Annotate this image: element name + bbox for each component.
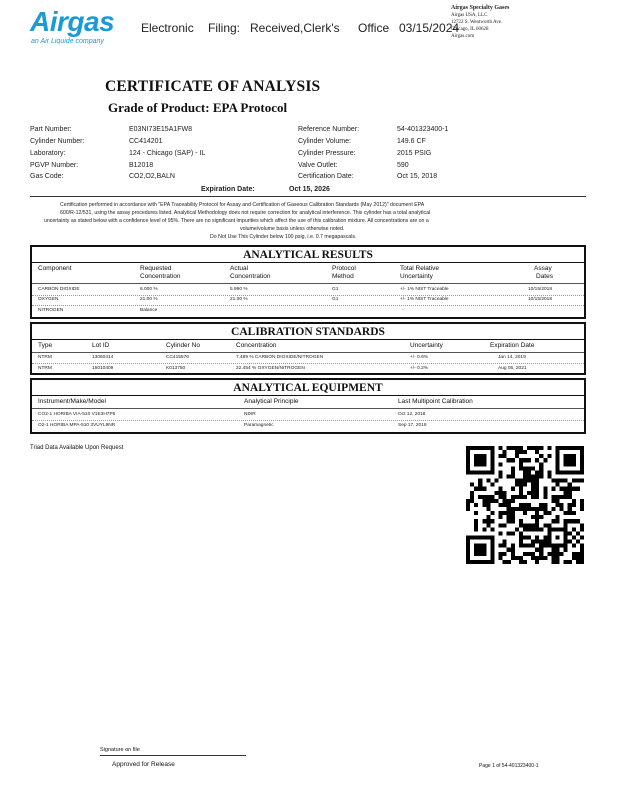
approved-for-release: Approved for Release	[112, 761, 175, 768]
column-header: Expiration Date	[490, 342, 535, 349]
field-label: PGVP Number:	[30, 162, 79, 169]
cell-uncertainty: +/- 1% NIST Traceable	[400, 287, 449, 292]
divider	[32, 352, 584, 353]
company-address	[451, 5, 509, 40]
cell-requested: 6.000 %	[140, 287, 158, 292]
address-line: Airgas USA, LLC	[451, 13, 488, 18]
stamp-word: 03/15/2024	[399, 21, 460, 35]
cell-uncertainty: +/- 0.6%	[410, 355, 428, 360]
cell-cylinder-no: CC415576	[166, 355, 189, 360]
divider	[32, 339, 584, 340]
column-header: Last Multipoint Calibration	[398, 398, 473, 405]
cell-lot-id: 15010409	[92, 366, 114, 371]
field-label: Part Number:	[30, 126, 72, 133]
column-header: Cylinder No	[166, 342, 200, 349]
cell-assay-date: 10/15/2018	[528, 287, 553, 292]
column-header: Lot ID	[92, 342, 110, 349]
stamp-word: Received,Clerk's	[250, 21, 340, 35]
column-header: Concentration	[236, 342, 277, 349]
cell-type: NTRM	[38, 366, 52, 371]
column-header: Dates	[536, 273, 553, 280]
page-number: Page 1 of 54-401323400-1	[479, 763, 539, 769]
cell-method: G1	[332, 287, 339, 292]
cell-actual: 5.990 %	[230, 287, 248, 292]
stamp-word: Office	[358, 21, 390, 35]
cell-type: NTRM	[38, 355, 52, 360]
field-value: CC414201	[129, 138, 163, 145]
section-title: CALIBRATION STANDARDS	[231, 326, 385, 338]
statement-line: uncertainty as stated below with a confidence level of 95%. There are no significant impurities which affect the use of this calibration mixture. All concentrations are on a	[44, 218, 429, 224]
address-line: Chicago, IL 60628	[451, 27, 489, 32]
airgas-logo	[30, 6, 115, 46]
cell-instrument: CO2-1 HORIBA VIA-510 V1E3H7P5	[38, 412, 116, 417]
field-label: Cylinder Number:	[30, 138, 85, 145]
statement-line: Do Not Use This Cylinder below 100 psig, i.e. 0.7 megapascals.	[210, 234, 357, 240]
expiration-value: Oct 15, 2026	[289, 186, 330, 193]
row-divider	[32, 363, 584, 364]
cell-calibration: Oct 12, 2018	[398, 412, 426, 417]
field-value: E03NI73E15A1FW8	[129, 126, 193, 133]
divider	[32, 395, 584, 396]
logo-tagline: an Air Liquide company	[31, 38, 104, 45]
statement-line: 600/R-12/531, using the assay procedures listed. Analytical Methodology does not require correction for analytical interference. This cylinder has a total analytical	[60, 210, 431, 216]
cell-requested: Balance	[140, 308, 158, 313]
field-value: B12018	[129, 162, 154, 169]
expiration-label: Expiration Date:	[201, 186, 255, 193]
field-value: 2015 PSIG	[397, 150, 432, 157]
row-divider	[32, 305, 584, 306]
field-label: Cylinder Pressure:	[298, 150, 356, 157]
calibration-standards-box	[30, 322, 586, 375]
address-company: Airgas Specialty Gases	[451, 5, 510, 11]
divider	[32, 408, 584, 409]
column-header: Requested	[140, 265, 172, 272]
cell-principle: Paramagnetic	[244, 423, 274, 428]
column-header: Concentration	[140, 273, 181, 280]
address-line: Airgas.com	[451, 34, 475, 39]
column-header: Uncertainty	[410, 342, 443, 349]
field-value: 124 - Chicago (SAP) - IL	[129, 150, 206, 157]
cell-calibration: Sep 17, 2018	[398, 423, 427, 428]
divider	[32, 283, 584, 284]
column-header: Uncertainty	[400, 273, 433, 280]
cell-uncertainty: -	[402, 308, 404, 313]
column-header: Type	[38, 342, 53, 349]
cell-concentration: 7.489 % CARBON DIOXIDE/NITROGEN	[236, 355, 324, 360]
cell-concentration: 22.454 % OXYGEN/NITROGEN	[236, 366, 305, 371]
stamp-word: Filing:	[208, 21, 241, 35]
column-header: Concentration	[230, 273, 271, 280]
column-header: Instrument/Make/Model	[38, 398, 106, 405]
cell-requested: 21.00 %	[140, 297, 158, 302]
field-value: CO2,O2,BALN	[129, 173, 175, 180]
divider	[30, 196, 586, 197]
signature-on-file: Signature on file	[100, 747, 140, 753]
cell-cylinder-no: K013750	[166, 366, 186, 371]
cell-method: G1	[332, 297, 339, 302]
cell-component: NITROGEN	[38, 308, 64, 313]
column-header: Method	[332, 273, 354, 280]
column-header: Analytical Principle	[244, 398, 299, 405]
cell-component: OXYGEN	[38, 297, 59, 302]
field-label: Valve Outlet:	[298, 162, 338, 169]
cell-uncertainty: +/- 0.2%	[410, 366, 428, 371]
cell-lot-id: 13060414	[92, 355, 114, 360]
stamp-word: Electronic	[141, 21, 194, 35]
row-divider	[32, 295, 584, 296]
column-header: Total Relative	[400, 265, 440, 272]
statement-line: Certification performed in accordance with "EPA Traceability Protocol for Assay and Certification of Gaseous Calibration Standards (May 2012)" document EPA	[60, 202, 425, 208]
column-header: Actual	[230, 265, 249, 272]
field-value: 54-401323400-1	[397, 126, 449, 133]
field-label: Laboratory:	[30, 150, 66, 157]
cell-instrument: O2-1 HORIBA MPA-510 3VUYL9NR	[38, 423, 116, 428]
column-header: Component	[38, 265, 72, 272]
field-value: 590	[397, 162, 409, 169]
row-divider	[32, 420, 584, 421]
column-header: Protocol	[332, 265, 356, 272]
address-line: 12722 S. Wentworth Ave.	[451, 20, 503, 25]
analytical-equipment-box	[30, 378, 586, 434]
divider	[32, 262, 584, 263]
page-subtitle: Grade of Product: EPA Protocol	[108, 100, 288, 115]
cell-assay-date: 10/15/2018	[528, 297, 553, 302]
analytical-results-box	[30, 245, 586, 319]
logo-word: Airgas	[30, 6, 115, 37]
cell-uncertainty: +/- 1% NIST Traceable	[400, 297, 449, 302]
statement-line: volume/volume basis unless otherwise noted.	[240, 226, 345, 232]
qr-code	[466, 446, 584, 564]
page-title: CERTIFICATE OF ANALYSIS	[105, 78, 321, 95]
certification-statement	[30, 201, 590, 241]
field-value: 149.6 CF	[397, 138, 426, 145]
signature-line	[100, 755, 246, 756]
field-label: Certification Date:	[298, 173, 354, 180]
section-title: ANALYTICAL EQUIPMENT	[233, 382, 383, 394]
section-title: ANALYTICAL RESULTS	[243, 249, 373, 261]
field-label: Cylinder Volume:	[298, 138, 351, 145]
cell-expiration: Aug 05, 2021	[498, 366, 527, 371]
field-label: Reference Number:	[298, 126, 360, 133]
field-label: Gas Code:	[30, 173, 64, 180]
cell-expiration: Jan 14, 2019	[498, 355, 526, 360]
column-header: Assay	[534, 265, 552, 272]
cell-component: CARBON DIOXIDE	[38, 287, 80, 292]
cell-actual: 21.00 %	[230, 297, 248, 302]
triad-data-note: Triad Data Available Upon Request	[30, 445, 124, 451]
cell-principle: NDIR	[244, 412, 256, 417]
field-value: Oct 15, 2018	[397, 173, 438, 180]
